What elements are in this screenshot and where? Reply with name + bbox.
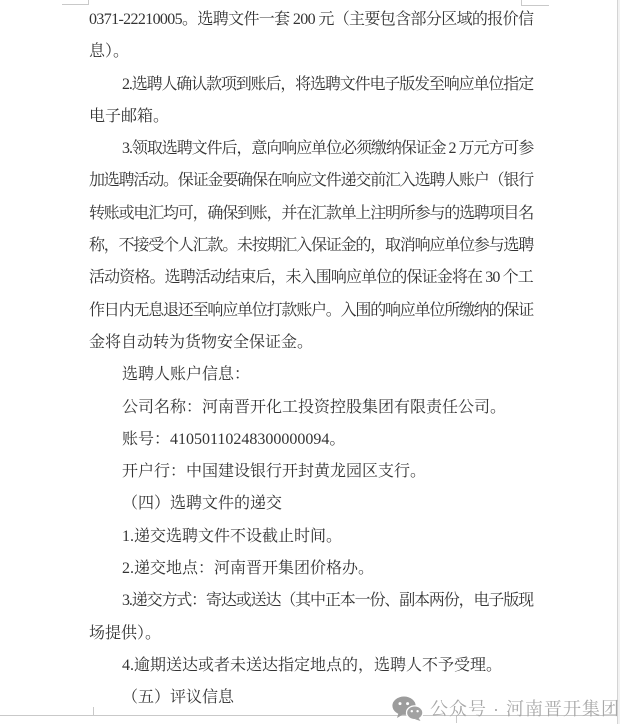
document-line: 场提供）。	[89, 624, 162, 642]
document-line: 作日内无息退还至响应单位打款账户。入围的响应单位所缴纳的保证	[89, 301, 534, 319]
document-line: 选聘人账户信息：	[122, 366, 251, 384]
document-line: 加选聘活动。保证金要确保在响应文件递交前汇入选聘人账户（银行	[89, 172, 534, 190]
document-line: 账号：41050110248300000094。	[122, 430, 346, 448]
document-body	[89, 4, 533, 715]
document-line: 2.递交地点：河南晋开集团价格办。	[122, 560, 375, 578]
document-line: 电子邮箱。	[89, 107, 170, 125]
document-line: （五）评议信息	[122, 689, 235, 707]
document-line: 2.选聘人确认款项到账后，将选聘文件电子版发至响应单位指定	[122, 75, 533, 93]
document-line: 转账或电汇均可，确保到账，并在汇款单上注明所参与的选聘项目名	[89, 204, 534, 222]
document-line: 活动资格。选聘活动结束后，未入围响应单位的保证金将在 30 个工	[89, 269, 533, 287]
watermark	[392, 695, 620, 721]
page-boundary-top-left-mark	[62, 0, 89, 5]
document-line: 开户行：中国建设银行开封黄龙园区支行。	[122, 463, 427, 481]
document-line: 4.逾期送达或者未送达指定地点的，选聘人不予受理。	[122, 656, 503, 674]
document-line: （四）选聘文件的递交	[122, 495, 283, 513]
document-line: 称，不接受个人汇款。未按期汇入保证金的，取消响应单位参与选聘	[89, 237, 534, 255]
document-line: 1.递交选聘文件不设截止时间。	[122, 527, 343, 545]
document-line: 0371-22210005。选聘文件一套 200 元（主要包含部分区域的报价信	[89, 11, 534, 28]
document-line: 息）。	[89, 43, 130, 61]
watermark-label: 公众号 · 河南晋开集团	[430, 699, 620, 719]
document-line: 金将自动转为货物安全保证金。	[89, 333, 314, 351]
wechat-icon	[392, 696, 423, 721]
document-line: 3.递交方式：寄达或送达（其中正本一份、副本两份，电子版现	[122, 592, 533, 610]
document-line: 3.领取选聘文件后，意向响应单位必须缴纳保证金 2 万元方可参	[122, 140, 534, 158]
document-line: 公司名称：河南晋开化工投资控股集团有限责任公司。	[122, 398, 507, 416]
